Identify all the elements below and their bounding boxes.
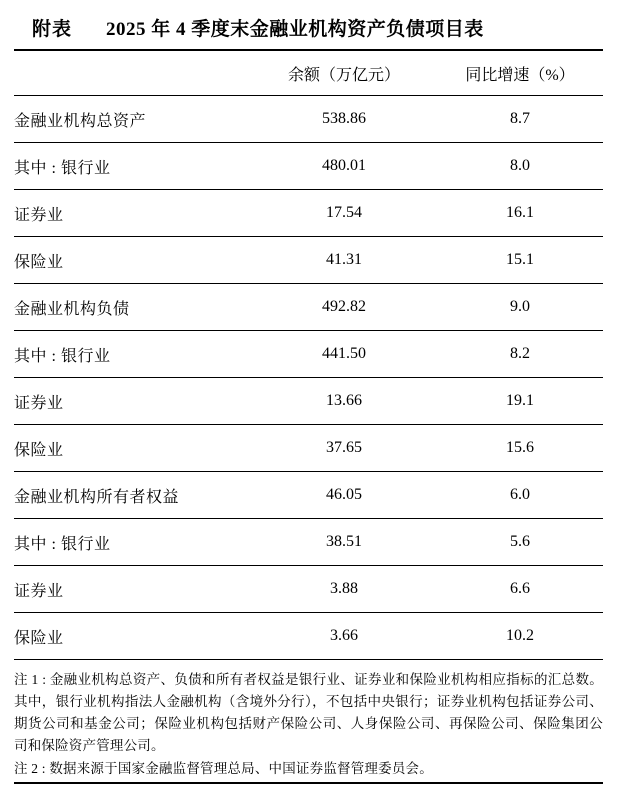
table-row xyxy=(14,143,603,190)
table-label: 附表 xyxy=(32,19,73,40)
table-row xyxy=(14,284,603,331)
row-item-label: 其中 : 银行业 xyxy=(14,331,251,378)
table-row xyxy=(14,378,603,425)
table-header-row xyxy=(14,50,603,96)
row-yoy-value: 8.7 xyxy=(437,96,603,143)
row-balance-value: 37.65 xyxy=(251,425,437,472)
row-item-label: 金融业机构负债 xyxy=(14,284,251,331)
row-balance-value: 41.31 xyxy=(251,237,437,284)
row-balance-value: 3.88 xyxy=(251,566,437,613)
row-balance-value: 3.66 xyxy=(251,613,437,660)
row-balance-value: 17.54 xyxy=(251,190,437,237)
note-2: 注 2 : 数据来源于国家金融监督管理总局、中国证券监督管理委员会。 xyxy=(14,761,433,777)
row-yoy-value: 9.0 xyxy=(437,284,603,331)
row-yoy-value: 6.0 xyxy=(437,472,603,519)
table-title: 2025 年 4 季度末金融业机构资产负债项目表 xyxy=(106,19,484,40)
row-yoy-value: 15.6 xyxy=(437,425,603,472)
row-balance-value: 441.50 xyxy=(251,331,437,378)
table-row xyxy=(14,472,603,519)
row-yoy-value: 16.1 xyxy=(437,190,603,237)
row-item-label: 金融业机构所有者权益 xyxy=(14,472,251,519)
table-row xyxy=(14,237,603,284)
table-row xyxy=(14,519,603,566)
bottom-divider xyxy=(14,782,603,784)
table-row xyxy=(14,96,603,143)
row-yoy-value: 6.6 xyxy=(437,566,603,613)
row-balance-value: 480.01 xyxy=(251,143,437,190)
column-header-item xyxy=(14,50,251,96)
row-item-label: 保险业 xyxy=(14,237,251,284)
row-yoy-value: 8.2 xyxy=(437,331,603,378)
table-row xyxy=(14,331,603,378)
row-item-label: 其中 : 银行业 xyxy=(14,143,251,190)
financial-table xyxy=(14,49,603,660)
row-item-label: 证券业 xyxy=(14,566,251,613)
table-row xyxy=(14,613,603,660)
column-header-yoy: 同比增速（%） xyxy=(437,50,603,96)
row-yoy-value: 5.6 xyxy=(437,519,603,566)
row-yoy-value: 8.0 xyxy=(437,143,603,190)
table-row xyxy=(14,425,603,472)
table-row xyxy=(14,566,603,613)
row-item-label: 证券业 xyxy=(14,190,251,237)
row-yoy-value: 19.1 xyxy=(437,378,603,425)
row-yoy-value: 15.1 xyxy=(437,237,603,284)
row-item-label: 金融业机构总资产 xyxy=(14,96,251,143)
row-item-label: 证券业 xyxy=(14,378,251,425)
row-balance-value: 38.51 xyxy=(251,519,437,566)
row-balance-value: 538.86 xyxy=(251,96,437,143)
note-1: 注 1 : 金融业机构总资产、负债和所有者权益是银行业、证券业和保险业机构相应指标的汇总数。其中，银行业机构指法人金融机构（含境外分行），不包括中央银行；证券业机构包括证券公司、期货公司和基金公司；保险业机构包括财产保险公司、人身保险公司、再保险公司、保险集团公司和保险资产管理公司。 xyxy=(14,672,603,753)
row-item-label: 保险业 xyxy=(14,425,251,472)
table-notes xyxy=(14,669,603,780)
table-row xyxy=(14,190,603,237)
row-item-label: 其中 : 银行业 xyxy=(14,519,251,566)
column-header-balance: 余额（万亿元） xyxy=(251,50,437,96)
page-title xyxy=(14,10,603,49)
row-yoy-value: 10.2 xyxy=(437,613,603,660)
row-balance-value: 46.05 xyxy=(251,472,437,519)
row-balance-value: 492.82 xyxy=(251,284,437,331)
row-balance-value: 13.66 xyxy=(251,378,437,425)
row-item-label: 保险业 xyxy=(14,613,251,660)
